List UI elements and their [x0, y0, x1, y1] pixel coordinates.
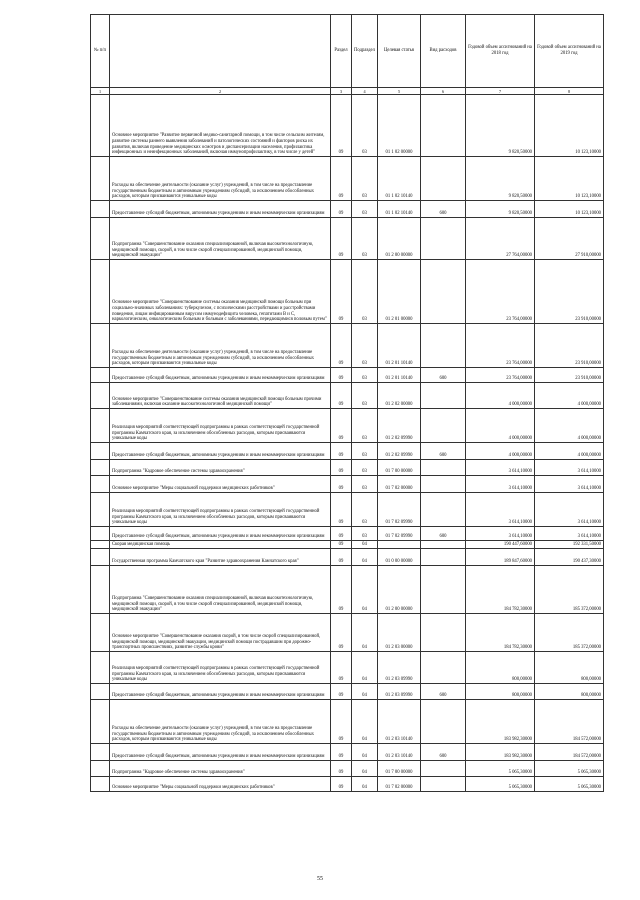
- header-num: № п/п: [91, 15, 110, 88]
- row-2018-cell: 183 982,30000: [466, 744, 535, 761]
- table-row: [91, 744, 604, 761]
- row-num-cell: [91, 201, 110, 218]
- row-2018-cell: 27 764,00000: [466, 218, 535, 260]
- row-vid-cell: [421, 614, 466, 652]
- row-podrazdel-cell: 03: [352, 368, 378, 383]
- table-row: [91, 527, 604, 541]
- row-podrazdel-cell: 03: [352, 95, 378, 157]
- row-name-cell: Подпрограмма "Совершенствование оказания специализированной, включая высокотехнологичную, медицинской помощи, скорой, в том числе скорой специализированной, медицинской помощи, медицинской эвакуации": [110, 218, 331, 260]
- table-row: [91, 443, 604, 460]
- row-2018-cell: 189 847,60000: [466, 549, 535, 566]
- row-2018-cell: 3 614,10000: [466, 527, 535, 541]
- row-podrazdel-cell: 03: [352, 201, 378, 218]
- row-2019-cell: 5 065,30000: [535, 761, 604, 777]
- row-vid-cell: [421, 218, 466, 260]
- row-tselevaya-cell: 01 7 02 00000: [378, 476, 421, 493]
- row-name-cell: Основное мероприятие "Совершенствование системы оказания медицинской помощи больным прочими заболеваниями, включая оказание высокотехнологичной медицинской помощи": [110, 383, 331, 409]
- row-num-cell: [91, 409, 110, 443]
- row-num-cell: [91, 493, 110, 527]
- row-2018-cell: 4 000,00000: [466, 409, 535, 443]
- row-name-cell: Предоставление субсидий бюджетным, автономным учреждениям и иным некоммерческим организациям: [110, 201, 331, 218]
- row-podrazdel-cell: 03: [352, 218, 378, 260]
- row-2018-cell: 183 982,30000: [466, 700, 535, 744]
- row-podrazdel-cell: 04: [352, 700, 378, 744]
- row-2019-cell: 3 614,10000: [535, 460, 604, 476]
- row-vid-cell: 600: [421, 744, 466, 761]
- row-2019-cell: 184 572,00000: [535, 700, 604, 744]
- row-num-cell: [91, 460, 110, 476]
- row-podrazdel-cell: 03: [352, 527, 378, 541]
- row-podrazdel-cell: 04: [352, 744, 378, 761]
- row-2019-cell: 190 437,30000: [535, 549, 604, 566]
- row-razdel-cell: 09: [331, 218, 352, 260]
- row-podrazdel-cell: 03: [352, 324, 378, 368]
- table-row: [91, 541, 604, 549]
- row-2019-cell: 3 614,10000: [535, 527, 604, 541]
- row-vid-cell: [421, 95, 466, 157]
- table-row: [91, 761, 604, 777]
- row-num-cell: [91, 566, 110, 614]
- row-name-cell: Подпрограмма "Кадровое обеспечение системы здравоохранения": [110, 460, 331, 476]
- row-razdel-cell: 09: [331, 260, 352, 324]
- table-row: [91, 684, 604, 700]
- row-name-cell: Предоставление субсидий бюджетным, автономным учреждениям и иным некоммерческим организациям: [110, 684, 331, 700]
- header-vid: Вид расходов: [421, 15, 466, 88]
- row-num-cell: [91, 614, 110, 652]
- row-vid-cell: [421, 493, 466, 527]
- row-vid-cell: [421, 549, 466, 566]
- row-name-cell: Реализация мероприятий соответствующей подпрограммы в рамках соответствующей государственной программы Камчатского края, за исключением обособленных расходов, которым присваиваются уникальные коды: [110, 409, 331, 443]
- row-tselevaya-cell: 01 2 01 10140: [378, 368, 421, 383]
- row-name-cell: Расходы на обеспечение деятельности (оказание услуг) учреждений, в том числе на предоставление государственным бюджетным и автономным учреждениям субсидий, за исключением обособленных расходов, которым присваиваются уникальные коды: [110, 157, 331, 201]
- row-tselevaya-cell: 01 2 00 00000: [378, 218, 421, 260]
- row-vid-cell: [421, 260, 466, 324]
- row-podrazdel-cell: 04: [352, 652, 378, 684]
- col-number: 4: [352, 88, 378, 95]
- row-2019-cell: 184 572,00000: [535, 744, 604, 761]
- row-razdel-cell: 09: [331, 549, 352, 566]
- header-podrazdel: Подраздел: [352, 15, 378, 88]
- row-razdel-cell: 09: [331, 700, 352, 744]
- row-2019-cell: 185 372,00000: [535, 614, 604, 652]
- row-num-cell: [91, 652, 110, 684]
- row-razdel-cell: 09: [331, 476, 352, 493]
- row-name-cell: Предоставление субсидий бюджетным, автономным учреждениям и иным некоммерческим организациям: [110, 527, 331, 541]
- row-tselevaya-cell: 01 2 03 09990: [378, 684, 421, 700]
- row-2019-cell: 800,00000: [535, 652, 604, 684]
- row-2019-cell: 27 910,00000: [535, 218, 604, 260]
- row-2019-cell: 800,00000: [535, 684, 604, 700]
- row-name-cell: Расходы на обеспечение деятельности (оказание услуг) учреждений, в том числе на предоставление государственным бюджетным и автономным учреждениям субсидий, за исключением обособленных расходов, которым присваиваются уникальные коды: [110, 324, 331, 368]
- row-vid-cell: 600: [421, 443, 466, 460]
- row-podrazdel-cell: 04: [352, 684, 378, 700]
- row-vid-cell: [421, 761, 466, 777]
- row-num-cell: [91, 368, 110, 383]
- row-2018-cell: 5 065,30000: [466, 761, 535, 777]
- row-2019-cell: 5 065,30000: [535, 777, 604, 792]
- row-tselevaya-cell: 01 2 00 00000: [378, 566, 421, 614]
- row-razdel-cell: 09: [331, 95, 352, 157]
- row-2018-cell: 3 614,10000: [466, 493, 535, 527]
- row-2019-cell: 3 614,10000: [535, 476, 604, 493]
- row-razdel-cell: 09: [331, 527, 352, 541]
- table-row: [91, 777, 604, 792]
- col-number: 2: [110, 88, 331, 95]
- row-2019-cell: 10 123,10000: [535, 157, 604, 201]
- row-2019-cell: 10 123,10000: [535, 95, 604, 157]
- row-num-cell: [91, 700, 110, 744]
- row-name-cell: Расходы на обеспечение деятельности (оказание услуг) учреждений, в том числе на предоставление государственным бюджетным и автономным учреждениям субсидий, за исключением обособленных расходов, которым присваиваются уникальные коды: [110, 700, 331, 744]
- row-2018-cell: 4 000,00000: [466, 443, 535, 460]
- row-2018-cell: 23 764,00000: [466, 368, 535, 383]
- header-2018: Годовой объем ассигнований на 2018 год: [466, 15, 535, 88]
- row-2018-cell: 184 782,30000: [466, 614, 535, 652]
- row-podrazdel-cell: 03: [352, 443, 378, 460]
- row-podrazdel-cell: 04: [352, 614, 378, 652]
- row-2018-cell: 190 447,60000: [466, 541, 535, 549]
- table-row: [91, 95, 604, 157]
- row-podrazdel-cell: 03: [352, 409, 378, 443]
- header-tselevaya: Целевая статья: [378, 15, 421, 88]
- row-num-cell: [91, 443, 110, 460]
- col-number: 6: [421, 88, 466, 95]
- row-tselevaya-cell: 01 1 02 00000: [378, 95, 421, 157]
- row-vid-cell: 600: [421, 368, 466, 383]
- row-2018-cell: 9 820,50000: [466, 95, 535, 157]
- row-razdel-cell: 09: [331, 684, 352, 700]
- row-2019-cell: 185 372,00000: [535, 566, 604, 614]
- row-2019-cell: 4 000,00000: [535, 383, 604, 409]
- row-num-cell: [91, 218, 110, 260]
- row-tselevaya-cell: 01 2 03 09990: [378, 652, 421, 684]
- row-vid-cell: 600: [421, 527, 466, 541]
- row-razdel-cell: 09: [331, 324, 352, 368]
- row-name-cell: Основное мероприятие "Развитие первичной медико-санитарной помощи, в том числе сельским жителям, развитие системы раннего выявления заболеваний и патологических состояний и факторов риска их развития, включая проведение медицинских осмотров и диспансеризации населения, профилактика инфекционных и неинфекционных заболеваний, включая иммунопрофилактику, в том числе у детей": [110, 95, 331, 157]
- row-vid-cell: [421, 460, 466, 476]
- row-tselevaya-cell: 01 2 02 09990: [378, 409, 421, 443]
- row-2018-cell: 9 820,50000: [466, 201, 535, 218]
- row-razdel-cell: 09: [331, 201, 352, 218]
- col-number: 1: [91, 88, 110, 95]
- row-num-cell: [91, 383, 110, 409]
- row-vid-cell: [421, 324, 466, 368]
- row-num-cell: [91, 476, 110, 493]
- table-row: [91, 324, 604, 368]
- row-tselevaya-cell: 01 7 00 00000: [378, 460, 421, 476]
- col-number: 8: [535, 88, 604, 95]
- row-num-cell: [91, 95, 110, 157]
- row-num-cell: [91, 761, 110, 777]
- row-vid-cell: [421, 566, 466, 614]
- row-2018-cell: 5 065,30000: [466, 777, 535, 792]
- row-2018-cell: 4 000,00000: [466, 383, 535, 409]
- row-razdel-cell: 09: [331, 460, 352, 476]
- row-vid-cell: [421, 409, 466, 443]
- row-name-cell: Реализация мероприятий соответствующей подпрограммы в рамках соответствующей государственной программы Камчатского края, за исключением обособленных расходов, которым присваиваются уникальные коды: [110, 652, 331, 684]
- row-2019-cell: 3 614,10000: [535, 493, 604, 527]
- row-num-cell: [91, 324, 110, 368]
- row-podrazdel-cell: 04: [352, 761, 378, 777]
- row-tselevaya-cell: 01 1 02 10140: [378, 201, 421, 218]
- row-vid-cell: [421, 383, 466, 409]
- row-2019-cell: 4 000,00000: [535, 409, 604, 443]
- row-name-cell: Скорая медицинская помощь: [110, 541, 331, 549]
- row-tselevaya-cell: 01 7 00 00000: [378, 761, 421, 777]
- table-row: [91, 460, 604, 476]
- row-2019-cell: 23 910,00000: [535, 368, 604, 383]
- table-row: [91, 383, 604, 409]
- row-name-cell: Основное мероприятие "Совершенствование оказания скорой, в том числе скорой специализированной, медицинской помощи, медицинской эвакуации, медицинской помощи пострадавшим при дорожно-транспортных происшествиях, развитие службы крови": [110, 614, 331, 652]
- row-2019-cell: 23 910,00000: [535, 324, 604, 368]
- row-razdel-cell: 09: [331, 541, 352, 549]
- row-num-cell: [91, 549, 110, 566]
- table-row: [91, 549, 604, 566]
- row-tselevaya-cell: 01 2 01 00000: [378, 260, 421, 324]
- col-number: 7: [466, 88, 535, 95]
- row-vid-cell: [421, 157, 466, 201]
- row-2018-cell: 23 764,00000: [466, 324, 535, 368]
- table-body: [91, 95, 604, 792]
- row-name-cell: Основное мероприятие "Меры социальной поддержки медицинских работников": [110, 476, 331, 493]
- row-razdel-cell: 09: [331, 652, 352, 684]
- row-podrazdel-cell: 03: [352, 476, 378, 493]
- row-2018-cell: 800,00000: [466, 652, 535, 684]
- row-num-cell: [91, 541, 110, 549]
- row-razdel-cell: 09: [331, 761, 352, 777]
- row-tselevaya-cell: 01 2 02 09990: [378, 443, 421, 460]
- row-razdel-cell: 09: [331, 493, 352, 527]
- row-2018-cell: 9 820,50000: [466, 157, 535, 201]
- col-number: 5: [378, 88, 421, 95]
- row-2019-cell: 10 123,10000: [535, 201, 604, 218]
- row-name-cell: Подпрограмма "Кадровое обеспечение системы здравоохранения": [110, 761, 331, 777]
- row-num-cell: [91, 157, 110, 201]
- row-tselevaya-cell: 01 2 03 10140: [378, 700, 421, 744]
- row-razdel-cell: 09: [331, 777, 352, 792]
- row-tselevaya-cell: [378, 541, 421, 549]
- row-num-cell: [91, 777, 110, 792]
- row-name-cell: Реализация мероприятий соответствующей подпрограммы в рамках соответствующей государственной программы Камчатского края, за исключением обособленных расходов, которым присваиваются уникальные коды: [110, 493, 331, 527]
- row-tselevaya-cell: 01 2 03 00000: [378, 614, 421, 652]
- header-razdel: Раздел: [331, 15, 352, 88]
- row-vid-cell: [421, 476, 466, 493]
- row-2019-cell: 4 000,00000: [535, 443, 604, 460]
- row-razdel-cell: 09: [331, 443, 352, 460]
- table-row: [91, 201, 604, 218]
- table-row: [91, 493, 604, 527]
- row-vid-cell: [421, 777, 466, 792]
- row-2018-cell: 3 614,10000: [466, 460, 535, 476]
- col-number: 3: [331, 88, 352, 95]
- column-number-row: [91, 88, 604, 95]
- header-2019: Годовой объем ассигнований на 2019 год: [535, 15, 604, 88]
- table-row: [91, 614, 604, 652]
- row-num-cell: [91, 527, 110, 541]
- row-podrazdel-cell: 03: [352, 383, 378, 409]
- row-podrazdel-cell: 03: [352, 260, 378, 324]
- row-vid-cell: 600: [421, 684, 466, 700]
- row-razdel-cell: 09: [331, 409, 352, 443]
- row-name-cell: Подпрограмма "Совершенствование оказания специализированной, включая высокотехнологичную, медицинской помощи, скорой, в том числе скорой специализированной, медицинской помощи, медицинской эвакуации": [110, 566, 331, 614]
- row-vid-cell: [421, 541, 466, 549]
- row-podrazdel-cell: 03: [352, 157, 378, 201]
- table-row: [91, 652, 604, 684]
- row-2018-cell: 800,00000: [466, 684, 535, 700]
- row-2019-cell: 23 910,00000: [535, 260, 604, 324]
- header-name: [110, 15, 331, 88]
- row-podrazdel-cell: 03: [352, 460, 378, 476]
- table-row: [91, 476, 604, 493]
- row-tselevaya-cell: 01 2 03 10140: [378, 744, 421, 761]
- row-tselevaya-cell: 01 2 01 10140: [378, 324, 421, 368]
- table-row: [91, 218, 604, 260]
- row-podrazdel-cell: 04: [352, 566, 378, 614]
- row-razdel-cell: 09: [331, 614, 352, 652]
- row-name-cell: Предоставление субсидий бюджетным, автономным учреждениям и иным некоммерческим организациям: [110, 368, 331, 383]
- row-tselevaya-cell: 01 7 02 09990: [378, 527, 421, 541]
- row-2018-cell: 23 764,00000: [466, 260, 535, 324]
- table-row: [91, 157, 604, 201]
- row-name-cell: Основное мероприятие "Меры социальной поддержки медицинских работников": [110, 777, 331, 792]
- page-number: 55: [317, 876, 323, 882]
- table-row: [91, 566, 604, 614]
- row-2019-cell: 192 331,50000: [535, 541, 604, 549]
- row-razdel-cell: 09: [331, 566, 352, 614]
- row-podrazdel-cell: 04: [352, 549, 378, 566]
- row-num-cell: [91, 260, 110, 324]
- header-row: [91, 15, 604, 88]
- table-row: [91, 700, 604, 744]
- row-name-cell: Предоставление субсидий бюджетным, автономным учреждениям и иным некоммерческим организациям: [110, 744, 331, 761]
- row-2018-cell: 184 782,30000: [466, 566, 535, 614]
- row-razdel-cell: 09: [331, 368, 352, 383]
- row-num-cell: [91, 684, 110, 700]
- row-name-cell: Предоставление субсидий бюджетным, автономным учреждениям и иным некоммерческим организациям: [110, 443, 331, 460]
- row-tselevaya-cell: 01 0 00 00000: [378, 549, 421, 566]
- row-podrazdel-cell: 04: [352, 777, 378, 792]
- table-row: [91, 409, 604, 443]
- budget-table: [90, 14, 604, 792]
- row-tselevaya-cell: 01 7 02 00000: [378, 777, 421, 792]
- row-num-cell: [91, 744, 110, 761]
- row-razdel-cell: 09: [331, 157, 352, 201]
- row-vid-cell: [421, 652, 466, 684]
- row-name-cell: Государственная программа Камчатского края "Развитие здравоохранения Камчатского края": [110, 549, 331, 566]
- table-row: [91, 368, 604, 383]
- row-tselevaya-cell: 01 2 02 00000: [378, 383, 421, 409]
- table-row: [91, 260, 604, 324]
- row-vid-cell: [421, 700, 466, 744]
- row-name-cell: Основное мероприятие "Совершенствование системы оказания медицинской помощи больным при социально-значимых заболеваниях: туберкулезом, с психическими расстройствами и расстройствами поведения, лицам инфицированным вирусом иммунодефицита человека, гепатитами В и С, наркологическим, онкологическим больным и больным с заболеваниями, передающимися половым путем": [110, 260, 331, 324]
- row-tselevaya-cell: 01 7 02 09990: [378, 493, 421, 527]
- row-razdel-cell: 09: [331, 383, 352, 409]
- row-2018-cell: 3 614,10000: [466, 476, 535, 493]
- row-podrazdel-cell: 03: [352, 493, 378, 527]
- row-vid-cell: 600: [421, 201, 466, 218]
- row-podrazdel-cell: 04: [352, 541, 378, 549]
- row-tselevaya-cell: 01 1 02 10140: [378, 157, 421, 201]
- row-razdel-cell: 09: [331, 744, 352, 761]
